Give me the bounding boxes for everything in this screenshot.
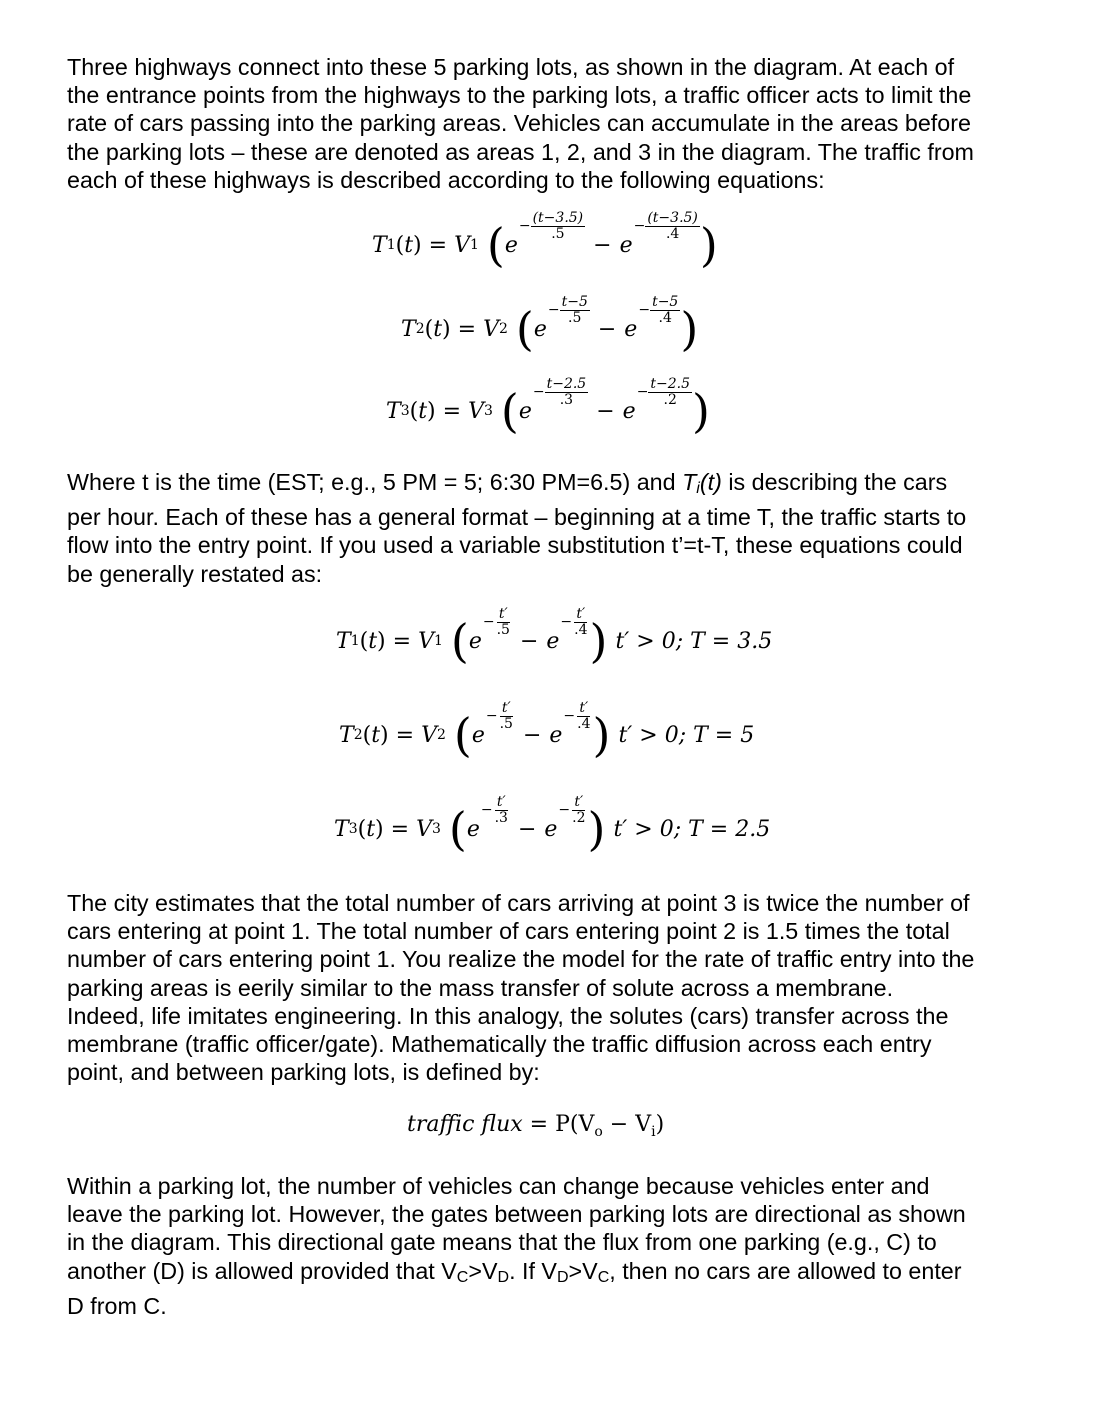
exp-numerator: t−2.5	[546, 375, 587, 392]
v-subscript: C	[597, 1268, 610, 1286]
eq-v: V	[468, 398, 484, 424]
exp-numerator: (t−3.5)	[532, 209, 584, 226]
where-line: flow into the entry point. If you used a variable substitution t’=t-T, these equations could	[67, 532, 963, 559]
intro-paragraph	[67, 53, 1042, 194]
eq-subscript: 1	[433, 633, 443, 649]
eq-subscript: 1	[350, 633, 360, 649]
where-t-symbol: T	[682, 469, 697, 495]
exp-denominator: .5	[496, 621, 510, 638]
within-line: in the diagram. This directional gate means that the flux from one parking (e.g., C) to	[67, 1229, 937, 1256]
exp-denominator: .3	[559, 391, 574, 408]
exp-numerator: t′	[501, 699, 511, 716]
eq-lhs: T	[386, 398, 401, 424]
v-subscript: D	[497, 1268, 510, 1286]
city-line: number of cars entering point 1. You realize the model for the rate of traffic entry into the	[67, 946, 975, 973]
exp-denominator: .4	[658, 309, 672, 326]
flux-sub-i: i	[651, 1124, 656, 1140]
eq-subscript: 3	[348, 821, 358, 837]
exp-numerator: t′	[498, 605, 508, 622]
flux-label: traffic flux	[407, 1112, 523, 1137]
where-t-arg: (t)	[699, 469, 722, 495]
within-text: , then no cars are allowed to enter	[609, 1257, 962, 1284]
intro-line: rate of cars passing into the parking areas. Vehicles can accumulate in the areas before	[67, 110, 971, 137]
intro-line: Three highways connect into these 5 parking lots, as shown in the diagram. At each of	[67, 54, 955, 80]
flux-eq: = P(V	[522, 1112, 595, 1137]
eq-lhs: T	[339, 722, 354, 748]
eq-v: V	[421, 722, 437, 748]
within-line: Within a parking lot, the number of vehicles can change because vehicles enter and	[67, 1173, 930, 1199]
eq-subscript: 2	[415, 321, 425, 337]
where-t-subscript: i	[696, 480, 700, 497]
equation-t3: T 3 ( t ) = V 3 ( e − $\frac{t-2.5}{.3}$ − e − $\frac{t-2.5}{.2}$ )	[386, 375, 710, 438]
flux-close: )	[655, 1112, 665, 1137]
traffic-flux-equation	[407, 1112, 664, 1140]
eq-condition: t′ > 0; T = 5	[618, 722, 755, 748]
where-text: Where t is the time (EST; e.g., 5 PM = 5; 6:30 PM=6.5) and	[67, 469, 683, 495]
exp-denominator: .5	[499, 715, 513, 732]
exp-denominator: .5	[568, 309, 582, 326]
where-line	[67, 468, 1042, 503]
eq-subscript: 1	[386, 237, 396, 253]
exp-denominator: .5	[551, 225, 565, 242]
city-line: point, and between parking lots, is defined by:	[67, 1059, 540, 1086]
within-text: >V	[568, 1257, 598, 1284]
eq-v: V	[418, 628, 434, 654]
eq-condition: t′ > 0; T = 2.5	[613, 816, 771, 842]
flux-mid: − V	[602, 1112, 652, 1137]
city-line: parking areas is eerily similar to the mass transfer of solute across a membrane.	[67, 974, 894, 1001]
exp-denominator: .2	[663, 391, 677, 408]
exp-numerator: t−5	[652, 293, 679, 310]
city-paragraph	[67, 889, 1042, 1086]
equation-t1-substituted: T 1 ( t ) = V 1 ( e − $\frac{t'}{.5}$ − e − $\frac{t'}{.4}$ ) t′ > 0; T = 3.5	[336, 605, 773, 668]
equation-t3-substituted: T 3 ( t ) = V 3 ( e − $\frac{t'}{.3}$ − e − $\frac{t'}{.2}$ ) t′ > 0; T = 2.5	[334, 793, 771, 856]
intro-line: the entrance points from the highways to the parking lots, a traffic officer acts to limit the	[67, 82, 972, 109]
exp-numerator: (t−3.5)	[647, 209, 698, 226]
eq-subscript: 3	[431, 821, 441, 837]
eq-subscript: 2	[436, 727, 446, 743]
exp-denominator: .3	[494, 809, 508, 826]
intro-line: the parking lots – these are denoted as areas 1, 2, and 3 in the diagram. The traffic from	[67, 138, 974, 165]
where-line: per hour. Each of these has a general format – beginning at a time T, the traffic starts to	[67, 504, 967, 531]
exp-numerator: t′	[576, 605, 586, 622]
within-paragraph	[67, 1172, 1042, 1320]
within-text: . If V	[509, 1257, 557, 1284]
within-line	[67, 1257, 1042, 1292]
exp-denominator: .4	[665, 225, 680, 242]
exp-denominator: .2	[572, 809, 586, 826]
city-line: cars entering at point 1. The total number of cars entering point 2 is 1.5 times the total	[67, 918, 950, 945]
exp-numerator: t′	[574, 793, 584, 810]
within-text: another (D) is allowed provided that V	[67, 1257, 457, 1284]
within-line: D from C.	[67, 1292, 167, 1319]
eq-lhs: T	[336, 628, 351, 654]
eq-subscript: 2	[353, 727, 363, 743]
v-subscript: D	[556, 1268, 569, 1286]
eq-subscript: 3	[400, 403, 410, 419]
exp-numerator: t−2.5	[650, 375, 691, 392]
eq-subscript: 2	[498, 321, 508, 337]
within-text: >V	[468, 1257, 498, 1284]
where-paragraph	[67, 468, 1042, 588]
eq-lhs: T	[401, 316, 416, 342]
v-subscript: C	[456, 1268, 469, 1286]
eq-lhs: T	[372, 232, 387, 258]
exp-denominator: .4	[574, 621, 588, 638]
exp-numerator: t′	[579, 699, 589, 716]
exp-numerator: t−5	[561, 293, 588, 310]
intro-line: each of these highways is described according to the following equations:	[67, 166, 825, 193]
flux-sub-o: o	[594, 1124, 603, 1140]
eq-subscript: 1	[469, 237, 479, 253]
eq-lhs: T	[334, 816, 349, 842]
eq-v: V	[483, 316, 499, 342]
within-line: leave the parking lot. However, the gates between parking lots are directional as shown	[67, 1201, 966, 1228]
where-text: is describing the cars	[721, 469, 948, 495]
where-line: be generally restated as:	[67, 560, 323, 587]
eq-v: V	[416, 816, 432, 842]
city-line: Indeed, life imitates engineering. In this analogy, the solutes (cars) transfer across the	[67, 1002, 949, 1029]
eq-v: V	[454, 232, 470, 258]
exp-numerator: t′	[496, 793, 506, 810]
city-line: membrane (traffic officer/gate). Mathematically the traffic diffusion across each entry	[67, 1031, 932, 1058]
equation-t2: T 2 ( t ) = V 2 ( e − $\frac{t-5}{.5}$ − e − $\frac{t-5}{.4}$ )	[401, 293, 699, 356]
equation-t1: T 1 ( t ) = V 1 ( e − $\frac{(t-3.5)}{.5}$ − e − $\frac{(t-3.5)}{.4}$ )	[372, 209, 718, 272]
equation-t2-substituted: T 2 ( t ) = V 2 ( e − $\frac{t'}{.5}$ − e − $\frac{t'}{.4}$ ) t′ > 0; T = 5	[339, 699, 755, 762]
exp-denominator: .4	[577, 715, 591, 732]
eq-condition: t′ > 0; T = 3.5	[615, 628, 773, 654]
eq-subscript: 3	[483, 403, 493, 419]
city-line: The city estimates that the total number of cars arriving at point 3 is twice the number of	[67, 890, 970, 916]
